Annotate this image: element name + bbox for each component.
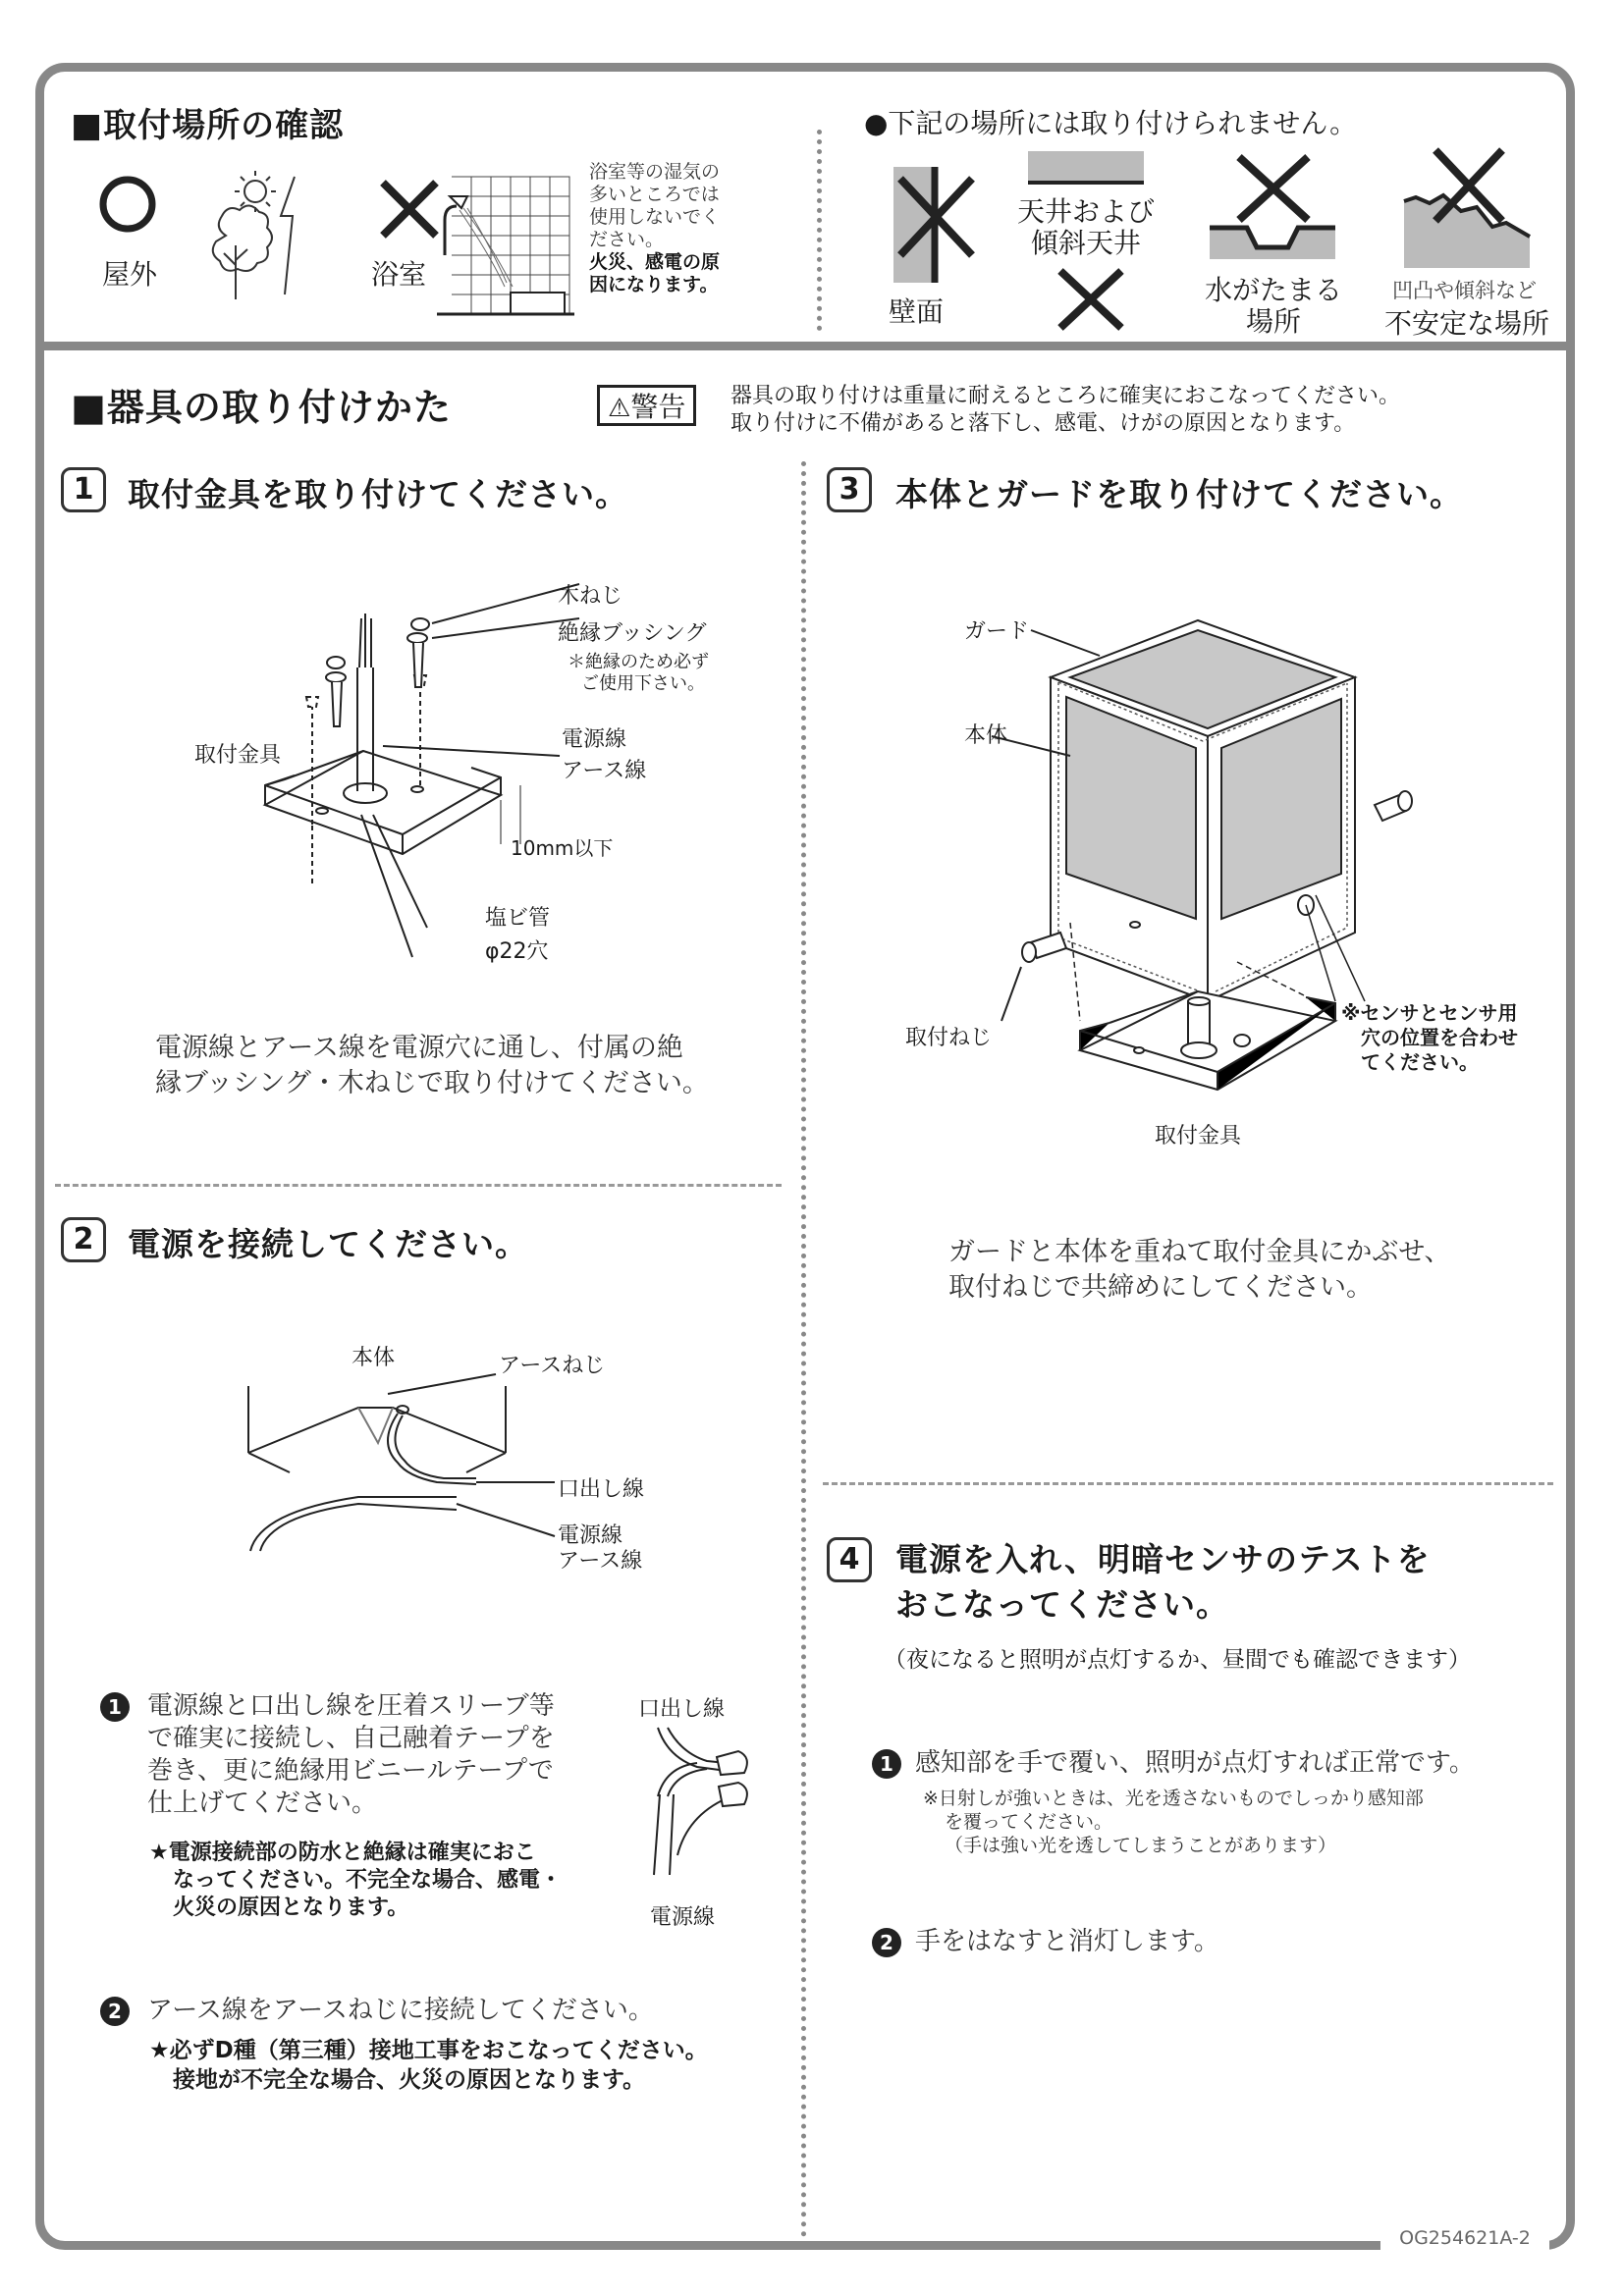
step1-number: 1 — [61, 467, 106, 512]
bathroom-label: 浴室 — [371, 258, 427, 291]
ceiling-label: 天井および 傾斜天井 — [1017, 195, 1156, 259]
wall-ng-icon — [889, 167, 982, 285]
bathroom-note: 浴室等の湿気の 多いところでは 使用しないでく ださい。 火災、感電の原 因になります。 — [589, 161, 721, 295]
step2-star-note-1: ★電源接続部の防水と絶縁は確実におこ なってください。不完全な場合、感電・ 火災の原因となります。 — [149, 1841, 563, 1920]
bathroom-icon — [432, 167, 579, 324]
water-label: 水がたまる 場所 — [1204, 274, 1342, 338]
document-code: OG254621A-2 — [1380, 2226, 1549, 2250]
step2-fig-lead-label: 口出し線 — [638, 1697, 726, 1722]
step2-title: 電源を接続してください。 — [128, 1225, 528, 1263]
not-allowed-title: ●下記の場所には取り付けられません。 — [864, 107, 1358, 139]
step1-bushing-label: 絶縁ブッシング — [558, 621, 707, 646]
ceiling-bar-icon — [1028, 151, 1146, 190]
step2-bullet-1: 1 — [100, 1692, 130, 1722]
step2-lead-label: 口出し線 — [558, 1477, 645, 1502]
install-method-title: ■器具の取り付けかた — [71, 386, 452, 429]
step3-description: ガードと本体を重ねて取付金具にかぶせ、 取付ねじで共締めにしてください。 — [948, 1237, 1451, 1303]
water-ng-icon — [1210, 149, 1337, 267]
step1-bushing-note: ＊絶縁のため必ず ご使用下さい。 — [568, 652, 709, 694]
step3-screw-label: 取付ねじ — [905, 1026, 993, 1050]
step2-body-label: 本体 — [352, 1346, 396, 1370]
wall-label: 壁面 — [889, 295, 945, 328]
step3-guard-label: ガード — [964, 619, 1030, 644]
step2-number: 2 — [61, 1217, 106, 1262]
step1-description: 電源線とアース線を電源穴に通し、付属の絶 縁ブッシング・木ねじで取り付けてください。 — [155, 1033, 709, 1098]
unstable-small-label: 凹凸や傾斜など — [1392, 279, 1537, 302]
ok-circle-icon — [98, 175, 157, 234]
location-check-title: ■取付場所の確認 — [71, 106, 345, 145]
outdoor-label: 屋外 — [102, 258, 158, 291]
step4-title: 電源を入れ、明暗センサのテストを おこなってください。 — [895, 1540, 1431, 1624]
step4-bullet-1: 1 — [872, 1749, 901, 1779]
step3-bracket-label: 取付金具 — [1155, 1124, 1242, 1148]
step1-wire-labels: 電源線 アース線 — [562, 727, 647, 783]
step3-title: 本体とガードを取り付けてください。 — [895, 475, 1463, 513]
column-divider — [801, 461, 806, 2238]
section-divider — [39, 342, 1571, 350]
step2-earth-screw-label: アースねじ — [499, 1354, 606, 1378]
unstable-label: 不安定な場所 — [1384, 307, 1550, 340]
warning-badge: ⚠警告 — [597, 385, 696, 426]
step2-star-note-2: ★必ずD種（第三種）接地工事をおこなってください。 接地が不完全な場合、火災の原因となります。 — [149, 2038, 708, 2093]
step2-sleeve-diagram — [648, 1728, 756, 1895]
step4-bullet-2: 2 — [872, 1928, 901, 1957]
step2-bullet-2: 2 — [100, 1997, 130, 2026]
step3-number: 3 — [827, 467, 872, 512]
section1-divider — [817, 130, 822, 331]
step4-instruction-2: 2 手をはなすと消灯します。 — [872, 1926, 1219, 1958]
step4-number: 4 — [827, 1537, 872, 1582]
step2-body-diagram — [241, 1384, 515, 1580]
step4-note: ※日射しが強いときは、光を透さないものでしっかり感知部 を覆ってください。 （手は強い光を透してしまうことがあります） — [923, 1788, 1424, 1856]
step1-bracket-label: 取付金具 — [194, 743, 282, 768]
warning-text: 器具の取り付けは重量に耐えるところに確実におこなってください。 取り付けに不備があると落下し、感電、けがの原因となります。 — [730, 384, 1401, 436]
step1-hole-label: φ22穴 — [485, 939, 549, 964]
step1-screw-label: 木ねじ — [558, 584, 623, 609]
warning-triangle-icon: ⚠ — [608, 394, 631, 423]
step2-fig-power-label: 電源線 — [650, 1905, 716, 1930]
step4-subtitle: （夜になると照明が点灯するか、昼間でも確認できます） — [884, 1647, 1471, 1673]
step2-instruction-1: 1 電源線と口出し線を圧着スリーブ等 で確実に接続し、自己融着テープを 巻き、更に絶縁用ビニールテープで 仕上げてください。 — [100, 1690, 555, 1820]
step1-bracket-diagram — [255, 589, 550, 883]
unstable-ng-icon — [1404, 142, 1532, 270]
step3-body-label: 本体 — [964, 723, 1008, 748]
ceiling-ng-icon — [1053, 265, 1131, 334]
step3-sensor-note: ※センサとセンサ用 穴の位置を合わせ てください。 — [1341, 1001, 1518, 1074]
step4-instruction-1: 1 感知部を手で覆い、照明が点灯すれば正常です。 — [872, 1747, 1475, 1780]
step3-divider — [823, 1482, 1553, 1485]
step1-pvc-label: 塩ビ管 — [485, 906, 551, 931]
step1-divider — [55, 1184, 782, 1187]
step1-depth-label: 10mm以下 — [511, 836, 614, 860]
tree-sun-icon — [187, 167, 314, 304]
step2-instruction-2: 2 アース線をアースねじに接続してください。 — [100, 1995, 654, 2027]
step1-title: 取付金具を取り付けてください。 — [128, 475, 628, 513]
step2-wire-labels: 電源線 アース線 — [558, 1523, 643, 1574]
